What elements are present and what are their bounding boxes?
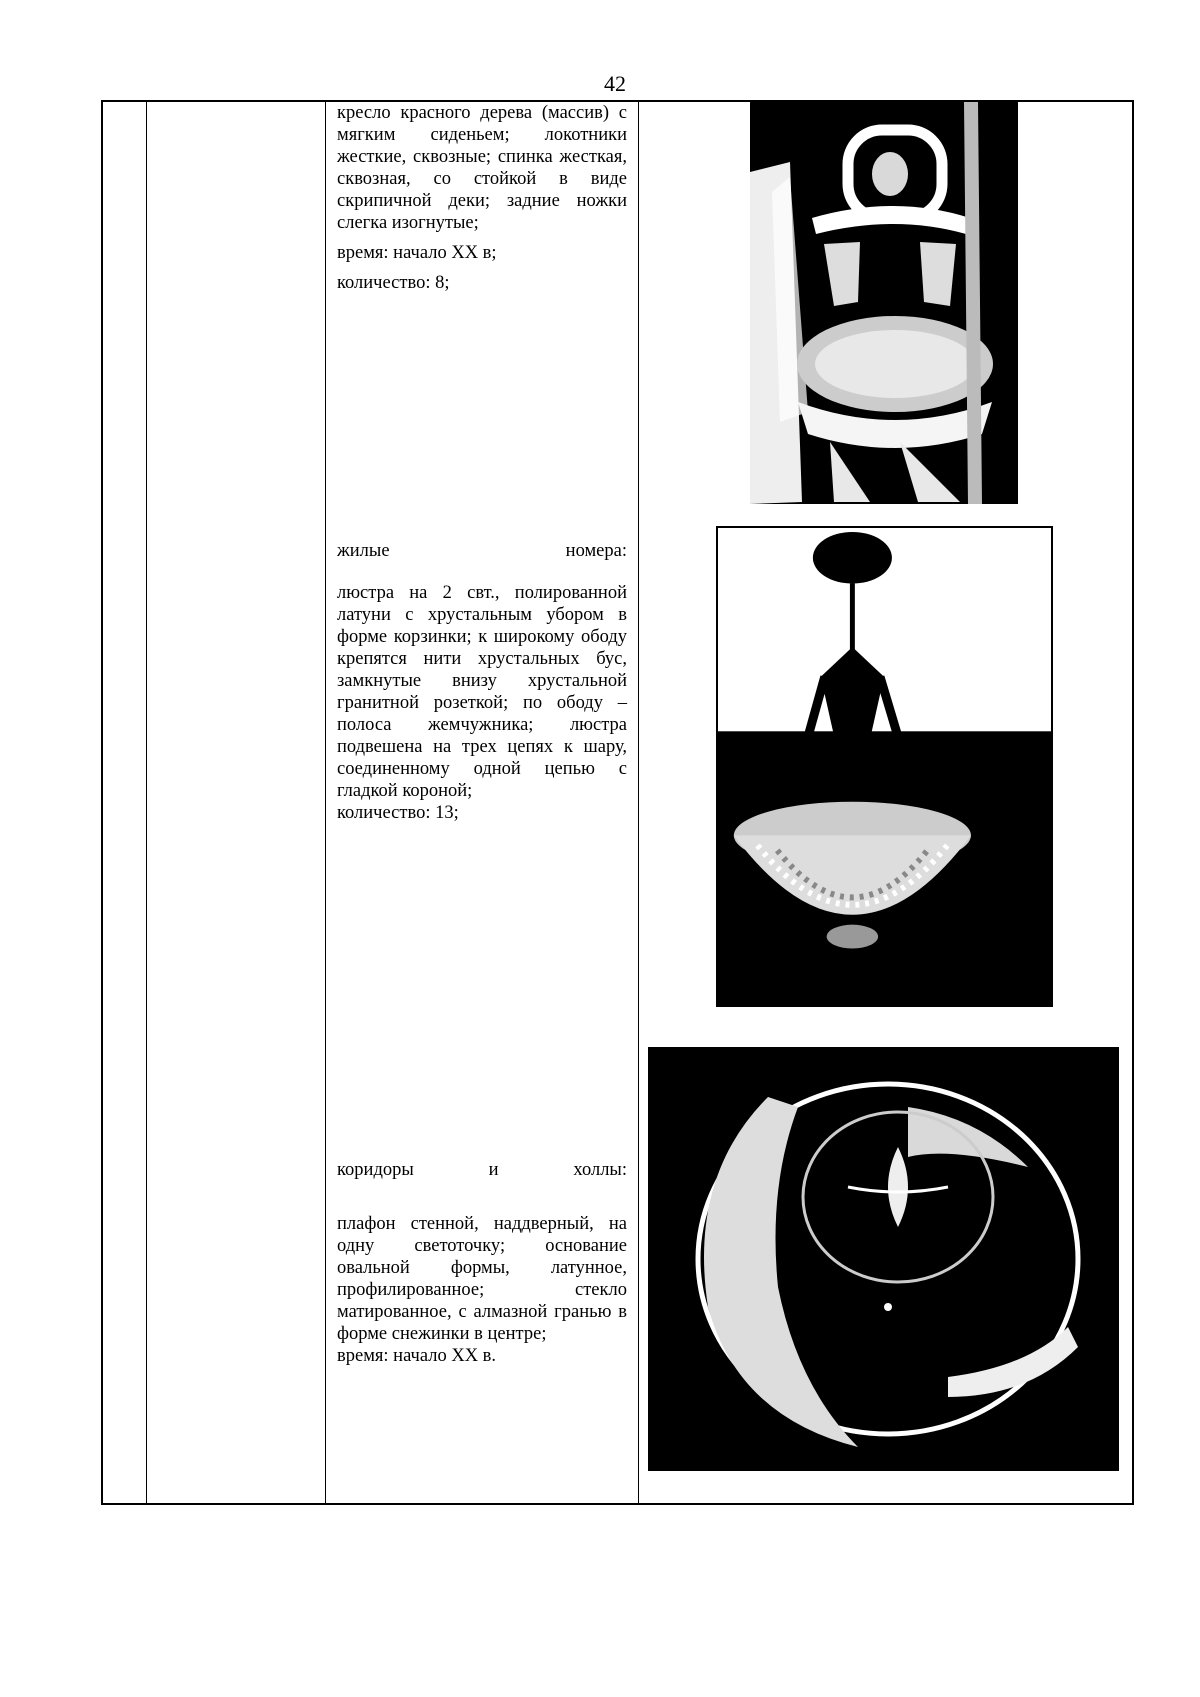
item-time: время: начало XX в. — [337, 1346, 497, 1366]
section-heading: жилые номера: — [337, 541, 627, 561]
inventory-table — [101, 100, 1134, 1505]
column-divider — [325, 102, 326, 1503]
item-description: люстра на 2 свт., полированной латуни с хрустальным убором в форме корзинки; к широкому ободу крепятся нити хрустальных бус, замкнутые внизу хрустальной гранитной розеткой; по ободу – полоса жемчужника; люстра подвешена на трех цепях к шару, соединенному одной цепью с гладкой короной; — [337, 583, 627, 801]
item-wall-lamp — [337, 1159, 627, 1367]
page-number: 42 — [604, 71, 626, 96]
item-chandelier — [337, 540, 627, 824]
item-quantity: количество: 13; — [337, 803, 459, 823]
item-armchair — [337, 102, 627, 294]
chandelier-photo-icon — [716, 526, 1053, 1007]
column-divider — [146, 102, 147, 1503]
ceiling-lamp-photo-icon — [648, 1047, 1119, 1471]
column-divider — [638, 102, 639, 1503]
item-description: кресло красного дерева (массив) с мягким сиденьем; локотники жесткие, сквозные; спинка жесткая, сквозная, со стойкой в виде скрипичной деки; задние ножки слегка изогнутые; — [337, 103, 627, 233]
section-heading: коридоры и холлы: — [337, 1160, 627, 1180]
item-time: время: начало XX в; — [337, 243, 497, 263]
armchair-photo-icon — [750, 102, 1018, 504]
item-quantity: количество: 8; — [337, 273, 450, 293]
item-description: плафон стенной, наддверный, на одну светоточку; основание овальной формы, латунное, профилированное; стекло матированное, с алмазной гранью в форме снежинки в центре; — [337, 1214, 627, 1344]
